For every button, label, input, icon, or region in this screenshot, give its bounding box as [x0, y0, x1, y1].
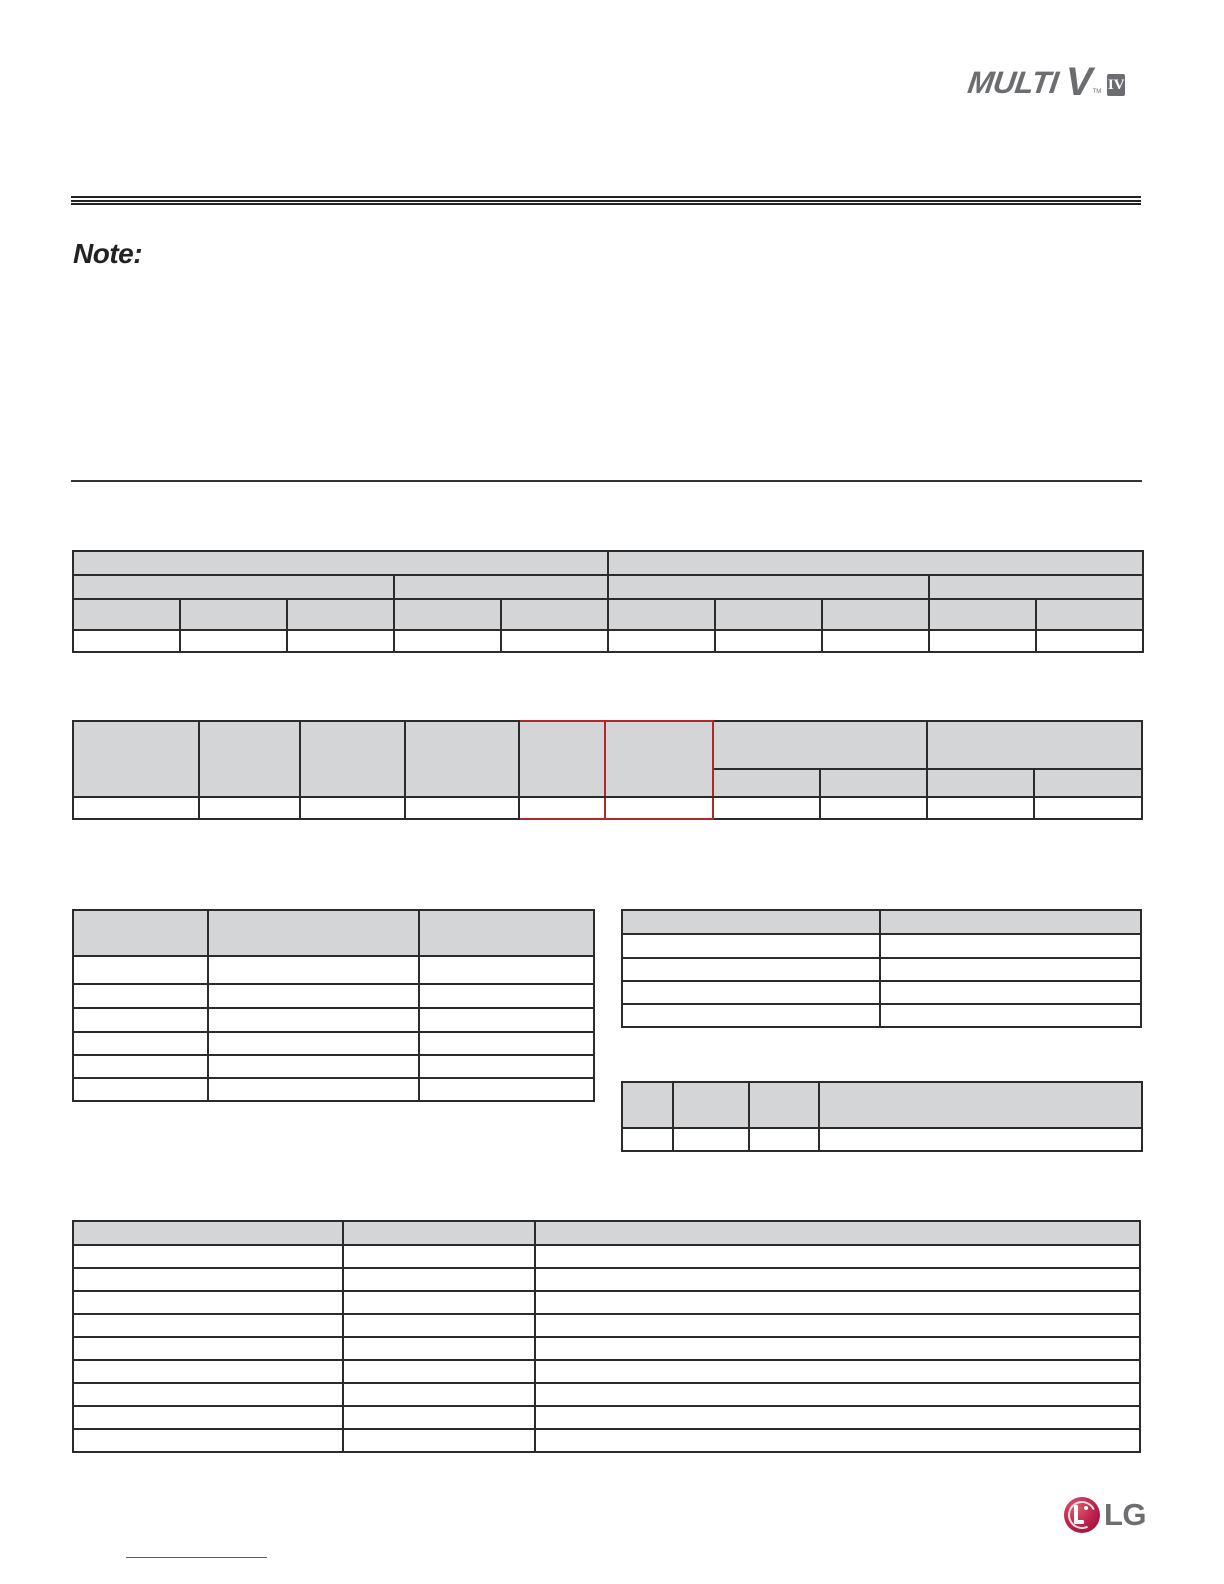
table-row [73, 1268, 1140, 1291]
table-cell [73, 1008, 208, 1032]
table-cell [927, 797, 1034, 819]
table-6-header-cell [73, 1221, 343, 1245]
header-rule [71, 196, 1141, 205]
table-cell [419, 1032, 594, 1055]
table-cell [819, 1128, 1142, 1151]
table-highlighted-cell [519, 797, 605, 819]
table-cell [535, 1383, 1140, 1406]
table-row [73, 1008, 594, 1032]
table-cell [73, 1268, 343, 1291]
table-6-header-row [73, 1221, 1140, 1245]
table-1-header-cell [929, 575, 1143, 599]
table-row [73, 1314, 1140, 1337]
table-cell [535, 1429, 1140, 1452]
table-cell [73, 1406, 343, 1429]
table-row [73, 1245, 1140, 1268]
table-cell [419, 1055, 594, 1078]
table-cell [535, 1360, 1140, 1383]
table-cell [208, 1008, 419, 1032]
table-5-header-cell [749, 1082, 819, 1128]
table-row [73, 797, 1142, 819]
table-cell [608, 630, 715, 652]
table-cell [73, 1032, 208, 1055]
table-row [622, 958, 1141, 981]
table-row [73, 1337, 1140, 1360]
table-cell [535, 1406, 1140, 1429]
table-1-header-row-3 [73, 599, 1143, 630]
table-cell [287, 630, 394, 652]
brand-word: MULTI [965, 65, 1061, 100]
table-cell [749, 1128, 819, 1151]
brand-trademark: TM [1092, 89, 1102, 95]
table-row [622, 1128, 1142, 1151]
table-cell [622, 1004, 880, 1027]
table-cell [822, 630, 929, 652]
table-2-header-cell [927, 769, 1034, 797]
table-cell [535, 1337, 1140, 1360]
table-cell [343, 1291, 535, 1314]
table-4-header-row [622, 910, 1141, 934]
table-row [73, 1383, 1140, 1406]
table-2-header-cell [73, 721, 199, 797]
table-6-header-cell [343, 1221, 535, 1245]
table-row [73, 630, 1143, 652]
table-2-header-cell [199, 721, 300, 797]
table-cell [713, 797, 820, 819]
table-1-header-cell [608, 551, 1143, 575]
table-cell [1034, 797, 1142, 819]
table-3-header-cell [73, 910, 208, 956]
table-cell [715, 630, 822, 652]
table-cell [199, 797, 300, 819]
table-cell [73, 1078, 208, 1101]
lg-logo-text: LG [1104, 1497, 1147, 1532]
table-cell [820, 797, 927, 819]
table-5-header-cell [673, 1082, 749, 1128]
table-row [73, 1055, 594, 1078]
table-1-header-cell [73, 599, 180, 630]
table-cell [343, 1245, 535, 1268]
table-1-header-row-1 [73, 551, 1143, 575]
table-1-header-cell [394, 575, 608, 599]
brand-generation-badge: IV [1107, 74, 1125, 96]
table-row [73, 1291, 1140, 1314]
table-2 [72, 720, 1143, 820]
table-5-header-row [622, 1082, 1142, 1128]
table-5-header-cell [622, 1082, 673, 1128]
table-3 [72, 909, 595, 1102]
table-cell [73, 956, 208, 984]
table-cell [501, 630, 608, 652]
table-cell [343, 1360, 535, 1383]
table-cell [73, 1360, 343, 1383]
table-1-header-cell [1036, 599, 1143, 630]
table-cell [880, 958, 1141, 981]
table-3-header-cell [419, 910, 594, 956]
table-cell [343, 1314, 535, 1337]
lg-face-icon [1064, 1497, 1100, 1533]
table-5 [621, 1081, 1143, 1152]
table-cell [300, 797, 405, 819]
table-1-header-cell [180, 599, 287, 630]
table-1-header-cell [73, 575, 394, 599]
section-rule [71, 480, 1142, 482]
table-cell [622, 934, 880, 958]
table-1-header-cell [929, 599, 1036, 630]
table-2-header-cell [713, 721, 927, 769]
table-4-header-cell [880, 910, 1141, 934]
table-2-header-cell [713, 769, 820, 797]
table-cell [394, 630, 501, 652]
table-cell [880, 981, 1141, 1004]
table-cell [622, 1128, 673, 1151]
table-3-header-cell [208, 910, 419, 956]
multi-v-logo-icon [965, 60, 1125, 104]
table-1-header-cell [608, 599, 715, 630]
table-1-header-cell [501, 599, 608, 630]
table-cell [208, 1078, 419, 1101]
brand-letter: V [1065, 60, 1093, 104]
table-row [622, 981, 1141, 1004]
note-heading: Note: [73, 238, 143, 269]
table-cell [622, 981, 880, 1004]
table-1-header-row-2 [73, 575, 1143, 599]
table-4-header-cell [622, 910, 880, 934]
table-2-header-cell [405, 721, 519, 797]
table-cell [208, 984, 419, 1008]
table-2-header-cell [300, 721, 405, 797]
table-cell [622, 958, 880, 981]
table-cell [73, 984, 208, 1008]
table-cell [343, 1268, 535, 1291]
table-1-header-cell [715, 599, 822, 630]
table-cell [419, 984, 594, 1008]
table-row [73, 1406, 1140, 1429]
table-cell [343, 1429, 535, 1452]
table-cell [73, 1055, 208, 1078]
table-2-highlighted-header-cell [605, 721, 713, 797]
table-cell [180, 630, 287, 652]
table-cell [535, 1291, 1140, 1314]
table-2-header-cell [927, 721, 1142, 769]
table-cell [73, 1337, 343, 1360]
table-row [73, 1360, 1140, 1383]
table-row [73, 1032, 594, 1055]
table-cell [73, 630, 180, 652]
table-6 [72, 1220, 1141, 1453]
table-1-header-cell [608, 575, 929, 599]
table-1-header-cell [822, 599, 929, 630]
table-1-header-cell [73, 551, 608, 575]
table-cell [73, 1429, 343, 1452]
table-5-header-cell [819, 1082, 1142, 1128]
table-cell [73, 1291, 343, 1314]
table-4 [621, 909, 1142, 1028]
table-row [622, 934, 1141, 958]
table-cell [419, 956, 594, 984]
table-cell [73, 797, 199, 819]
table-cell [535, 1268, 1140, 1291]
table-highlighted-cell [605, 797, 713, 819]
table-cell [73, 1314, 343, 1337]
table-cell [673, 1128, 749, 1151]
table-cell [208, 956, 419, 984]
table-6-header-cell [535, 1221, 1140, 1245]
table-cell [208, 1055, 419, 1078]
table-row [73, 1078, 594, 1101]
table-1 [72, 550, 1144, 653]
table-cell [343, 1383, 535, 1406]
table-cell [343, 1337, 535, 1360]
table-cell [535, 1245, 1140, 1268]
table-cell [880, 1004, 1141, 1027]
table-cell [73, 1383, 343, 1406]
table-cell [419, 1078, 594, 1101]
table-row [622, 1004, 1141, 1027]
table-2-highlighted-header-cell [519, 721, 605, 797]
table-2-header-row-1 [73, 721, 1142, 769]
table-row [73, 984, 594, 1008]
table-cell [1036, 630, 1143, 652]
table-cell [929, 630, 1036, 652]
table-cell [343, 1406, 535, 1429]
table-1-header-cell [394, 599, 501, 630]
lg-logo-icon [1064, 1497, 1146, 1533]
table-1-header-cell [287, 599, 394, 630]
table-2-header-cell [1034, 769, 1142, 797]
table-cell [73, 1245, 343, 1268]
table-row [73, 956, 594, 984]
table-cell [535, 1314, 1140, 1337]
footer-link[interactable] [126, 1557, 267, 1558]
table-cell [419, 1008, 594, 1032]
table-cell [405, 797, 519, 819]
table-3-header-row [73, 910, 594, 956]
table-row [73, 1429, 1140, 1452]
table-2-header-cell [820, 769, 927, 797]
table-cell [208, 1032, 419, 1055]
table-cell [880, 934, 1141, 958]
